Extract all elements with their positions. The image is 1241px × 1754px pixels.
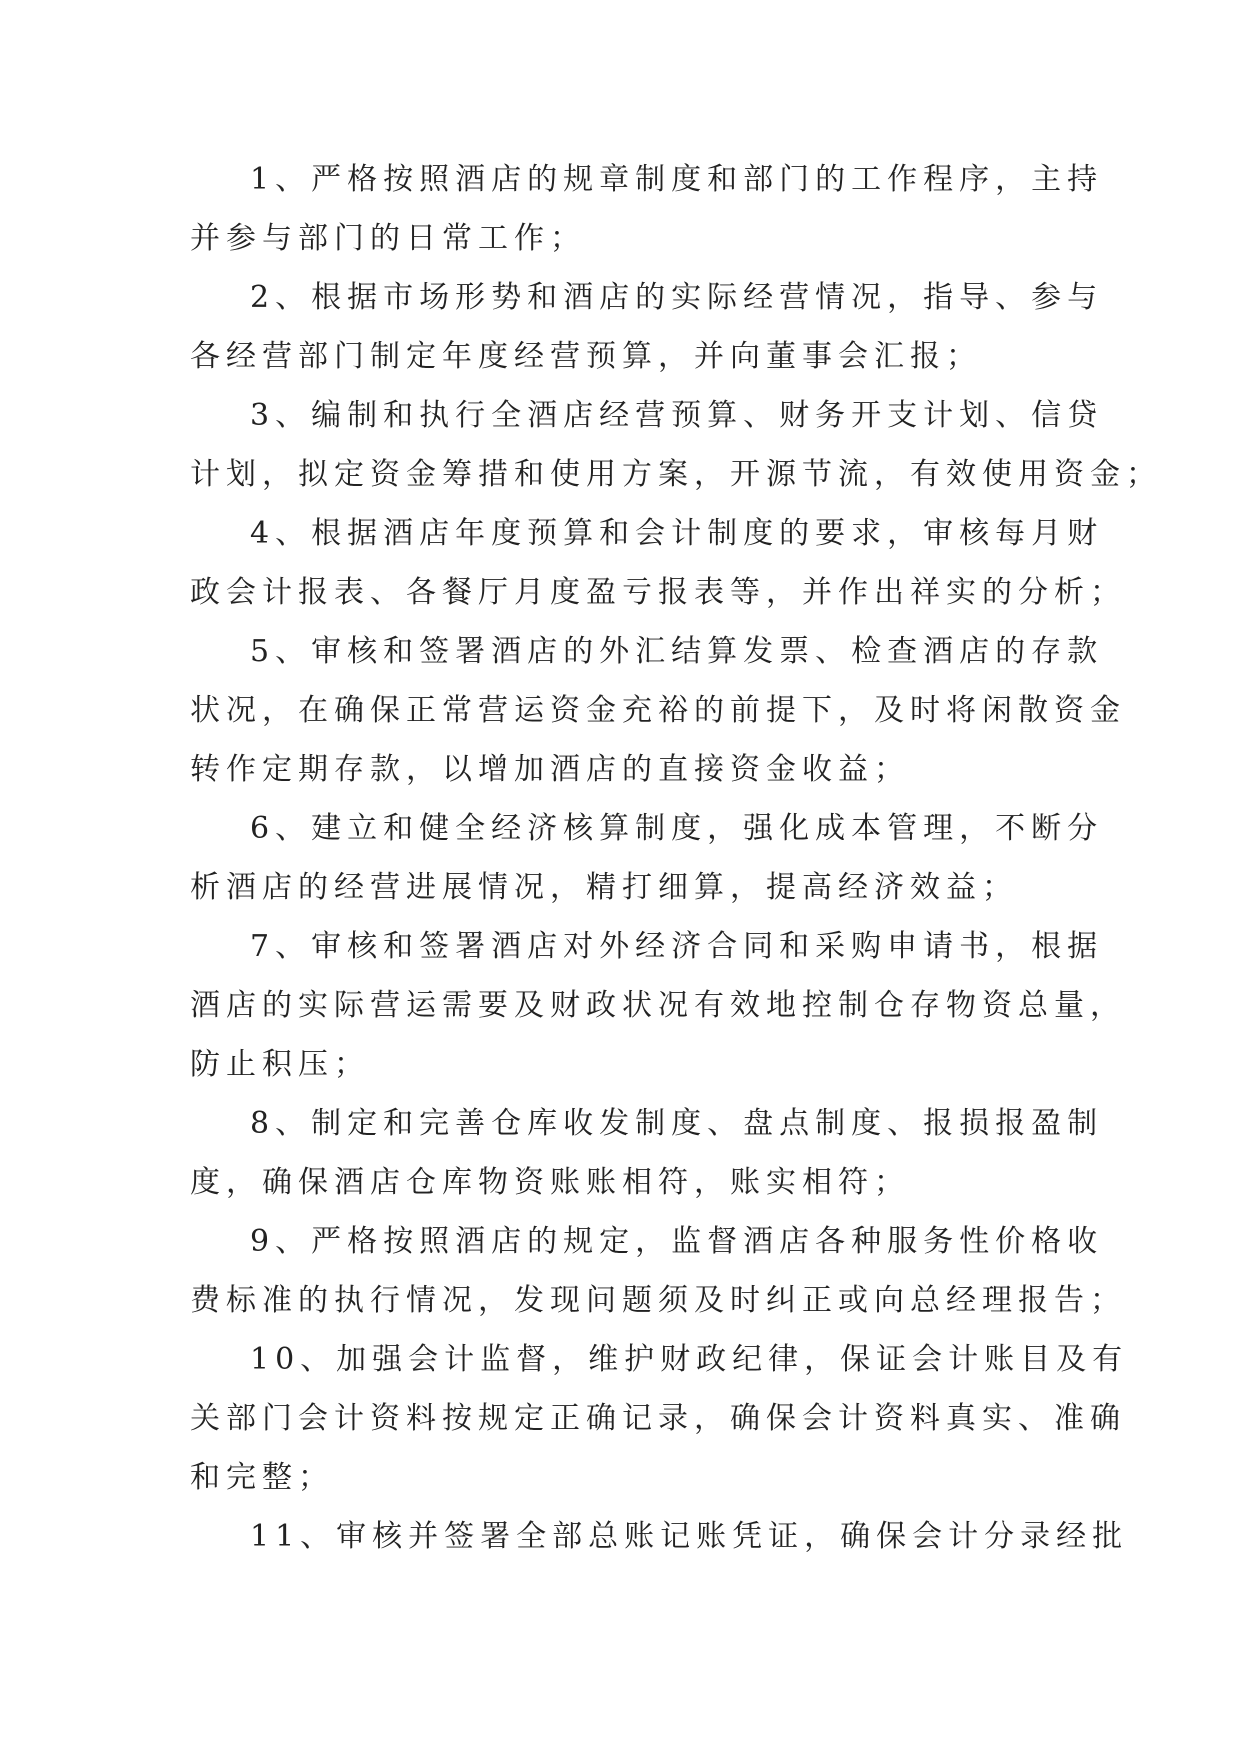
paragraph-5 (190, 622, 1126, 799)
paragraph-line: 11、审核并签署全部总账记账凭证，确保会计分录经批 (250, 1519, 1129, 1554)
paragraph-4 (190, 504, 1126, 622)
paragraph-line: 10、加强会计监督，维护财政纪律，保证会计账目及有 (250, 1342, 1129, 1377)
paragraph-line: 和完整； (190, 1460, 334, 1495)
paragraph-7 (190, 917, 1126, 1094)
paragraph-1 (190, 150, 1104, 268)
paragraph-line: 3、编制和执行全酒店经营预算、财务开支计划、信贷 (250, 398, 1104, 433)
paragraph-line: 1、严格按照酒店的规章制度和部门的工作程序，主持 (250, 162, 1104, 197)
paragraph-line: 政会计报表、各餐厅月度盈亏报表等，并作出祥实的分析； (190, 575, 1126, 610)
paragraph-9 (190, 1212, 1126, 1330)
paragraph-line: 9、严格按照酒店的规定，监督酒店各种服务性价格收 (250, 1224, 1104, 1259)
paragraph-line: 各经营部门制定年度经营预算，并向董事会汇报； (190, 339, 982, 374)
paragraph-line: 酒店的实际营运需要及财政状况有效地控制仓存物资总量， (190, 988, 1126, 1023)
paragraph-line: 关部门会计资料按规定正确记录，确保会计资料真实、准确 (190, 1401, 1126, 1436)
paragraph-line: 并参与部门的日常工作； (190, 221, 586, 256)
paragraph-10 (190, 1330, 1129, 1507)
paragraph-2 (190, 268, 1104, 386)
paragraph-line: 5、审核和签署酒店的外汇结算发票、检查酒店的存款 (250, 634, 1104, 669)
paragraph-line: 4、根据酒店年度预算和会计制度的要求，审核每月财 (250, 516, 1104, 551)
paragraph-6 (190, 799, 1104, 917)
paragraph-3 (190, 386, 1162, 504)
paragraph-line: 费标准的执行情况，发现问题须及时纠正或向总经理报告； (190, 1283, 1126, 1318)
paragraph-line: 状况，在确保正常营运资金充裕的前提下，及时将闲散资金 (190, 693, 1126, 728)
paragraph-line: 转作定期存款，以增加酒店的直接资金收益； (190, 752, 910, 787)
paragraph-line: 8、制定和完善仓库收发制度、盘点制度、报损报盈制 (250, 1106, 1104, 1141)
paragraph-line: 防止积压； (190, 1047, 370, 1082)
document-body (190, 150, 1162, 1566)
paragraph-line: 度，确保酒店仓库物资账账相符，账实相符； (190, 1165, 910, 1200)
paragraph-8 (190, 1094, 1104, 1212)
paragraph-line: 析酒店的经营进展情况，精打细算，提高经济效益； (190, 870, 1018, 905)
paragraph-line: 7、审核和签署酒店对外经济合同和采购申请书，根据 (250, 929, 1104, 964)
paragraph-line: 2、根据市场形势和酒店的实际经营情况，指导、参与 (250, 280, 1104, 315)
paragraph-line: 6、建立和健全经济核算制度，强化成本管理，不断分 (250, 811, 1104, 846)
paragraph-line: 计划，拟定资金筹措和使用方案，开源节流，有效使用资金； (190, 457, 1162, 492)
paragraph-11 (190, 1507, 1129, 1566)
